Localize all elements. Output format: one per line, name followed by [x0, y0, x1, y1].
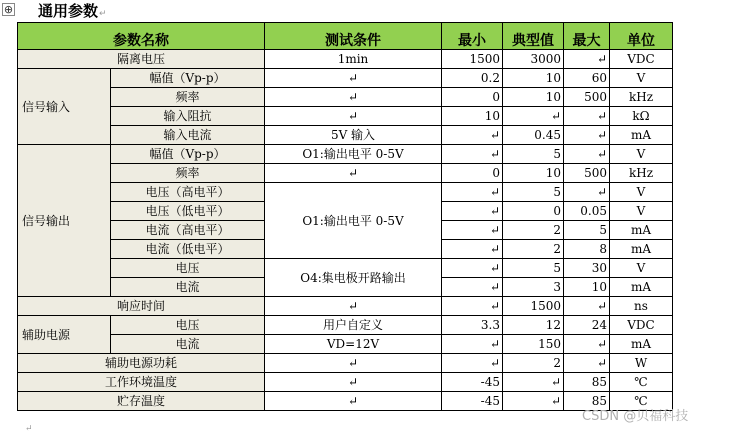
table-row [18, 335, 673, 354]
unit-cell: kHz [610, 88, 673, 107]
max-cell: 85 [564, 392, 610, 411]
cond-cell: O1:输出电平 0-5V [265, 145, 442, 164]
typ-cell: 12 [503, 316, 564, 335]
typ-cell: 0.45 [503, 126, 564, 145]
param-label: 电流（高电平） [111, 221, 265, 240]
cond-cell: 1min [265, 50, 442, 69]
max-cell: ↵ [564, 126, 610, 145]
typ-cell: 3000 [503, 50, 564, 69]
min-cell: 0.2 [442, 69, 503, 88]
unit-cell: W [610, 354, 673, 373]
param-label: 频率 [111, 164, 265, 183]
cond-cell-o4: O4:集电极开路输出 [265, 259, 442, 297]
table-row [18, 183, 673, 202]
table-row [18, 297, 673, 316]
min-cell: ↵ [442, 240, 503, 259]
max-cell: 500 [564, 164, 610, 183]
table-row [18, 88, 673, 107]
max-cell: 30 [564, 259, 610, 278]
min-cell: 1500 [442, 50, 503, 69]
min-cell: ↵ [442, 221, 503, 240]
unit-cell: VDC [610, 316, 673, 335]
min-cell: -45 [442, 392, 503, 411]
max-cell: 85 [564, 373, 610, 392]
unit-cell: ns [610, 297, 673, 316]
heading-text: 通用参数 [38, 2, 99, 20]
unit-cell: mA [610, 240, 673, 259]
max-cell: ↵ [564, 354, 610, 373]
min-cell: -45 [442, 373, 503, 392]
group-signal-input: 信号输入 [18, 69, 111, 145]
cond-cell: ↵ [265, 88, 442, 107]
min-cell: ↵ [442, 259, 503, 278]
typ-cell: 5 [503, 259, 564, 278]
header-min: 最小 [442, 23, 503, 50]
param-label: 工作环境温度 [18, 373, 265, 392]
header-cond: 测试条件 [265, 23, 442, 50]
unit-cell: V [610, 202, 673, 221]
typ-cell: 2 [503, 240, 564, 259]
table-header-row [18, 23, 673, 50]
table-move-handle-icon[interactable]: ⊕ [3, 3, 14, 16]
min-cell: 0 [442, 164, 503, 183]
min-cell: ↵ [442, 126, 503, 145]
cond-cell: ↵ [265, 354, 442, 373]
min-cell: 0 [442, 88, 503, 107]
cond-cell: ↵ [265, 392, 442, 411]
typ-cell: 3 [503, 278, 564, 297]
table-row [18, 50, 673, 69]
min-cell: ↵ [442, 183, 503, 202]
max-cell: ↵ [564, 183, 610, 202]
table-row [18, 164, 673, 183]
param-label: 响应时间 [18, 297, 265, 316]
min-cell: ↵ [442, 297, 503, 316]
table-row [18, 259, 673, 278]
unit-cell: ℃ [610, 373, 673, 392]
unit-cell: ℃ [610, 392, 673, 411]
paragraph-mark: ↵ [99, 9, 107, 19]
param-label: 电压 [111, 259, 265, 278]
param-label: 隔离电压 [18, 50, 265, 69]
typ-cell: 2 [503, 354, 564, 373]
table-row [18, 69, 673, 88]
param-label: 输入电流 [111, 126, 265, 145]
max-cell: ↵ [564, 145, 610, 164]
group-signal-output: 信号输出 [18, 145, 111, 297]
max-cell: 24 [564, 316, 610, 335]
section-heading [38, 0, 107, 21]
typ-cell: 1500 [503, 297, 564, 316]
spec-table [17, 22, 673, 411]
cond-cell-o1: O1:输出电平 0-5V [265, 183, 442, 259]
cond-cell: 5V 输入 [265, 126, 442, 145]
table-row [18, 145, 673, 164]
unit-cell: V [610, 69, 673, 88]
max-cell: 10 [564, 278, 610, 297]
max-cell: 60 [564, 69, 610, 88]
max-cell: ↵ [564, 297, 610, 316]
unit-cell: mA [610, 126, 673, 145]
param-label: 电流 [111, 335, 265, 354]
cond-cell: ↵ [265, 164, 442, 183]
unit-cell: kΩ [610, 107, 673, 126]
param-label: 电压（低电平） [111, 202, 265, 221]
max-cell: ↵ [564, 335, 610, 354]
table-row [18, 354, 673, 373]
cond-cell: VD=12V [265, 335, 442, 354]
unit-cell: mA [610, 278, 673, 297]
header-unit: 单位 [610, 23, 673, 50]
unit-cell: mA [610, 221, 673, 240]
header-param: 参数名称 [18, 23, 265, 50]
min-cell: ↵ [442, 335, 503, 354]
cond-cell: ↵ [265, 297, 442, 316]
param-label: 电流 [111, 278, 265, 297]
header-max: 最大 [564, 23, 610, 50]
min-cell: 10 [442, 107, 503, 126]
typ-cell: 2 [503, 221, 564, 240]
max-cell: 500 [564, 88, 610, 107]
param-label: 贮存温度 [18, 392, 265, 411]
typ-cell: ↵ [503, 392, 564, 411]
unit-cell: VDC [610, 50, 673, 69]
min-cell: 3.3 [442, 316, 503, 335]
typ-cell: 10 [503, 88, 564, 107]
min-cell: ↵ [442, 202, 503, 221]
table-row [18, 126, 673, 145]
table-row [18, 373, 673, 392]
typ-cell: 5 [503, 145, 564, 164]
unit-cell: mA [610, 335, 673, 354]
param-label: 电流（低电平） [111, 240, 265, 259]
max-cell: ↵ [564, 107, 610, 126]
unit-cell: V [610, 259, 673, 278]
typ-cell: 5 [503, 183, 564, 202]
param-label: 辅助电源功耗 [18, 354, 265, 373]
watermark: CSDN @贝福科技 [582, 409, 689, 424]
header-typ: 典型值 [503, 23, 564, 50]
table-row [18, 392, 673, 411]
min-cell: ↵ [442, 145, 503, 164]
unit-cell: V [610, 183, 673, 202]
typ-cell: 0 [503, 202, 564, 221]
param-label: 电压 [111, 316, 265, 335]
end-paragraph-mark: ↵ [25, 424, 33, 434]
table-row [18, 316, 673, 335]
typ-cell: 150 [503, 335, 564, 354]
group-aux-power: 辅助电源 [18, 316, 111, 354]
typ-cell: 10 [503, 164, 564, 183]
cond-cell: ↵ [265, 69, 442, 88]
param-label: 电压（高电平） [111, 183, 265, 202]
param-label: 幅值（Vp-p） [111, 145, 265, 164]
typ-cell: ↵ [503, 107, 564, 126]
unit-cell: kHz [610, 164, 673, 183]
min-cell: ↵ [442, 278, 503, 297]
param-label: 幅值（Vp-p） [111, 69, 265, 88]
typ-cell: ↵ [503, 373, 564, 392]
cond-cell: 用户自定义 [265, 316, 442, 335]
param-label: 频率 [111, 88, 265, 107]
max-cell: 5 [564, 221, 610, 240]
max-cell: 0.05 [564, 202, 610, 221]
table-row [18, 107, 673, 126]
max-cell: 8 [564, 240, 610, 259]
cond-cell: ↵ [265, 373, 442, 392]
unit-cell: V [610, 145, 673, 164]
typ-cell: 10 [503, 69, 564, 88]
cond-cell: ↵ [265, 107, 442, 126]
max-cell: ↵ [564, 50, 610, 69]
min-cell: ↵ [442, 354, 503, 373]
param-label: 输入阻抗 [111, 107, 265, 126]
